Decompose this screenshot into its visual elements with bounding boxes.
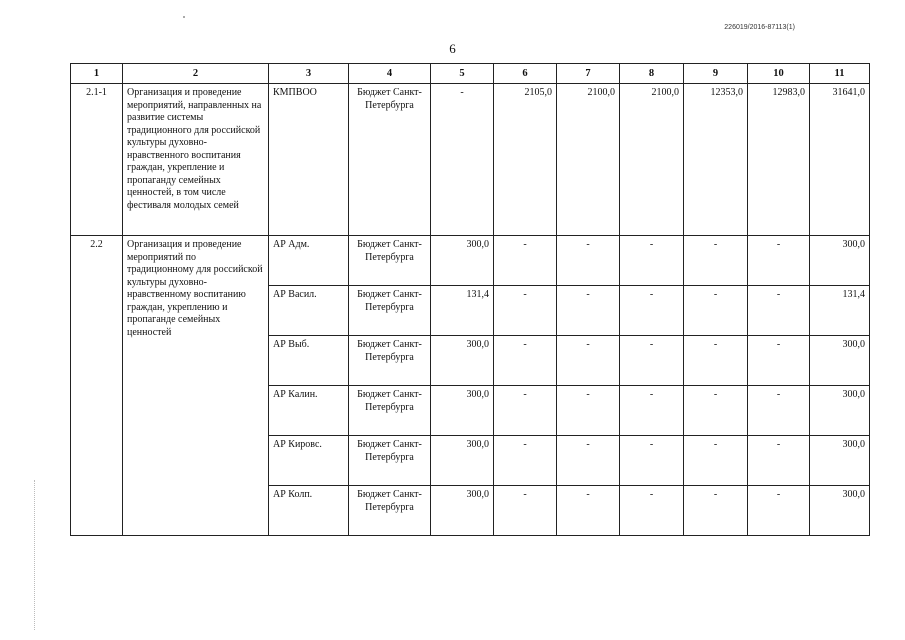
row-number: 2.2: [71, 236, 123, 536]
row-value-5: 300,0: [431, 336, 494, 386]
row-value-7: 2100,0: [557, 84, 620, 236]
row-executor: АР Колп.: [269, 486, 349, 536]
row-executor: АР Выб.: [269, 336, 349, 386]
row-total: 31641,0: [810, 84, 870, 236]
column-header: 10: [748, 64, 810, 84]
row-value-8: -: [620, 486, 684, 536]
document-id: 226019/2016-87113(1): [724, 24, 795, 31]
row-value-10: 12983,0: [748, 84, 810, 236]
row-value-8: -: [620, 336, 684, 386]
column-header: 3: [269, 64, 349, 84]
row-executor: АР Адм.: [269, 236, 349, 286]
scan-margin-marks: [34, 480, 37, 630]
row-funding-source: Бюджет Санкт-Петербурга: [349, 84, 431, 236]
column-header: 11: [810, 64, 870, 84]
row-total: 300,0: [810, 386, 870, 436]
row-executor: КМПВОО: [269, 84, 349, 236]
scan-speck: [183, 16, 185, 18]
row-value-10: -: [748, 236, 810, 286]
row-value-5: -: [431, 84, 494, 236]
column-header: 9: [684, 64, 748, 84]
row-value-8: -: [620, 236, 684, 286]
row-value-9: -: [684, 386, 748, 436]
column-header: 2: [123, 64, 269, 84]
table-row: [71, 236, 870, 286]
row-value-6: -: [494, 486, 557, 536]
row-value-8: 2100,0: [620, 84, 684, 236]
row-funding-source: Бюджет Санкт-Петербурга: [349, 286, 431, 336]
page-number: 6: [449, 41, 456, 56]
row-value-10: -: [748, 486, 810, 536]
row-value-9: -: [684, 486, 748, 536]
column-header: 4: [349, 64, 431, 84]
row-total: 300,0: [810, 486, 870, 536]
row-value-10: -: [748, 386, 810, 436]
row-value-10: -: [748, 286, 810, 336]
row-total: 300,0: [810, 436, 870, 486]
row-value-6: 2105,0: [494, 84, 557, 236]
row-executor: АР Васил.: [269, 286, 349, 336]
column-header: 6: [494, 64, 557, 84]
row-total: 131,4: [810, 286, 870, 336]
row-value-6: -: [494, 436, 557, 486]
row-value-9: -: [684, 286, 748, 336]
row-total: 300,0: [810, 336, 870, 386]
row-value-7: -: [557, 436, 620, 486]
table-row: [71, 84, 870, 236]
row-value-9: 12353,0: [684, 84, 748, 236]
column-header: 7: [557, 64, 620, 84]
row-value-7: -: [557, 286, 620, 336]
row-funding-source: Бюджет Санкт-Петербурга: [349, 436, 431, 486]
row-value-6: -: [494, 236, 557, 286]
row-funding-source: Бюджет Санкт-Петербурга: [349, 486, 431, 536]
column-header: 8: [620, 64, 684, 84]
row-value-10: -: [748, 336, 810, 386]
row-value-9: -: [684, 236, 748, 286]
row-value-5: 300,0: [431, 236, 494, 286]
row-value-8: -: [620, 436, 684, 486]
row-description: Организация и проведение мероприятий, направленных на развитие системы традиционного для российской культуры духовно-нравственного воспитания граждан, укрепление и пропаганду семейных ценностей, в том числе фестиваля молодых семей: [123, 84, 269, 236]
row-value-7: -: [557, 486, 620, 536]
row-total: 300,0: [810, 236, 870, 286]
row-value-7: -: [557, 336, 620, 386]
row-value-5: 300,0: [431, 436, 494, 486]
row-value-7: -: [557, 236, 620, 286]
row-value-7: -: [557, 386, 620, 436]
row-executor: АР Кировс.: [269, 436, 349, 486]
column-header: 5: [431, 64, 494, 84]
column-header: 1: [71, 64, 123, 84]
row-value-6: -: [494, 286, 557, 336]
row-value-9: -: [684, 336, 748, 386]
row-funding-source: Бюджет Санкт-Петербурга: [349, 236, 431, 286]
row-funding-source: Бюджет Санкт-Петербурга: [349, 336, 431, 386]
table-header-row: [71, 64, 870, 84]
row-value-8: -: [620, 286, 684, 336]
program-table: [70, 63, 870, 536]
row-value-5: 300,0: [431, 486, 494, 536]
row-value-10: -: [748, 436, 810, 486]
row-description: Организация и проведение мероприятий по традиционному для российской культуры духовно-нравственному воспитанию граждан, укреплению и пропаганде семейных ценностей: [123, 236, 269, 536]
row-value-5: 300,0: [431, 386, 494, 436]
row-number: 2.1-1: [71, 84, 123, 236]
row-value-6: -: [494, 386, 557, 436]
row-value-8: -: [620, 386, 684, 436]
row-value-5: 131,4: [431, 286, 494, 336]
row-executor: АР Калин.: [269, 386, 349, 436]
row-funding-source: Бюджет Санкт-Петербурга: [349, 386, 431, 436]
row-value-6: -: [494, 336, 557, 386]
row-value-9: -: [684, 436, 748, 486]
